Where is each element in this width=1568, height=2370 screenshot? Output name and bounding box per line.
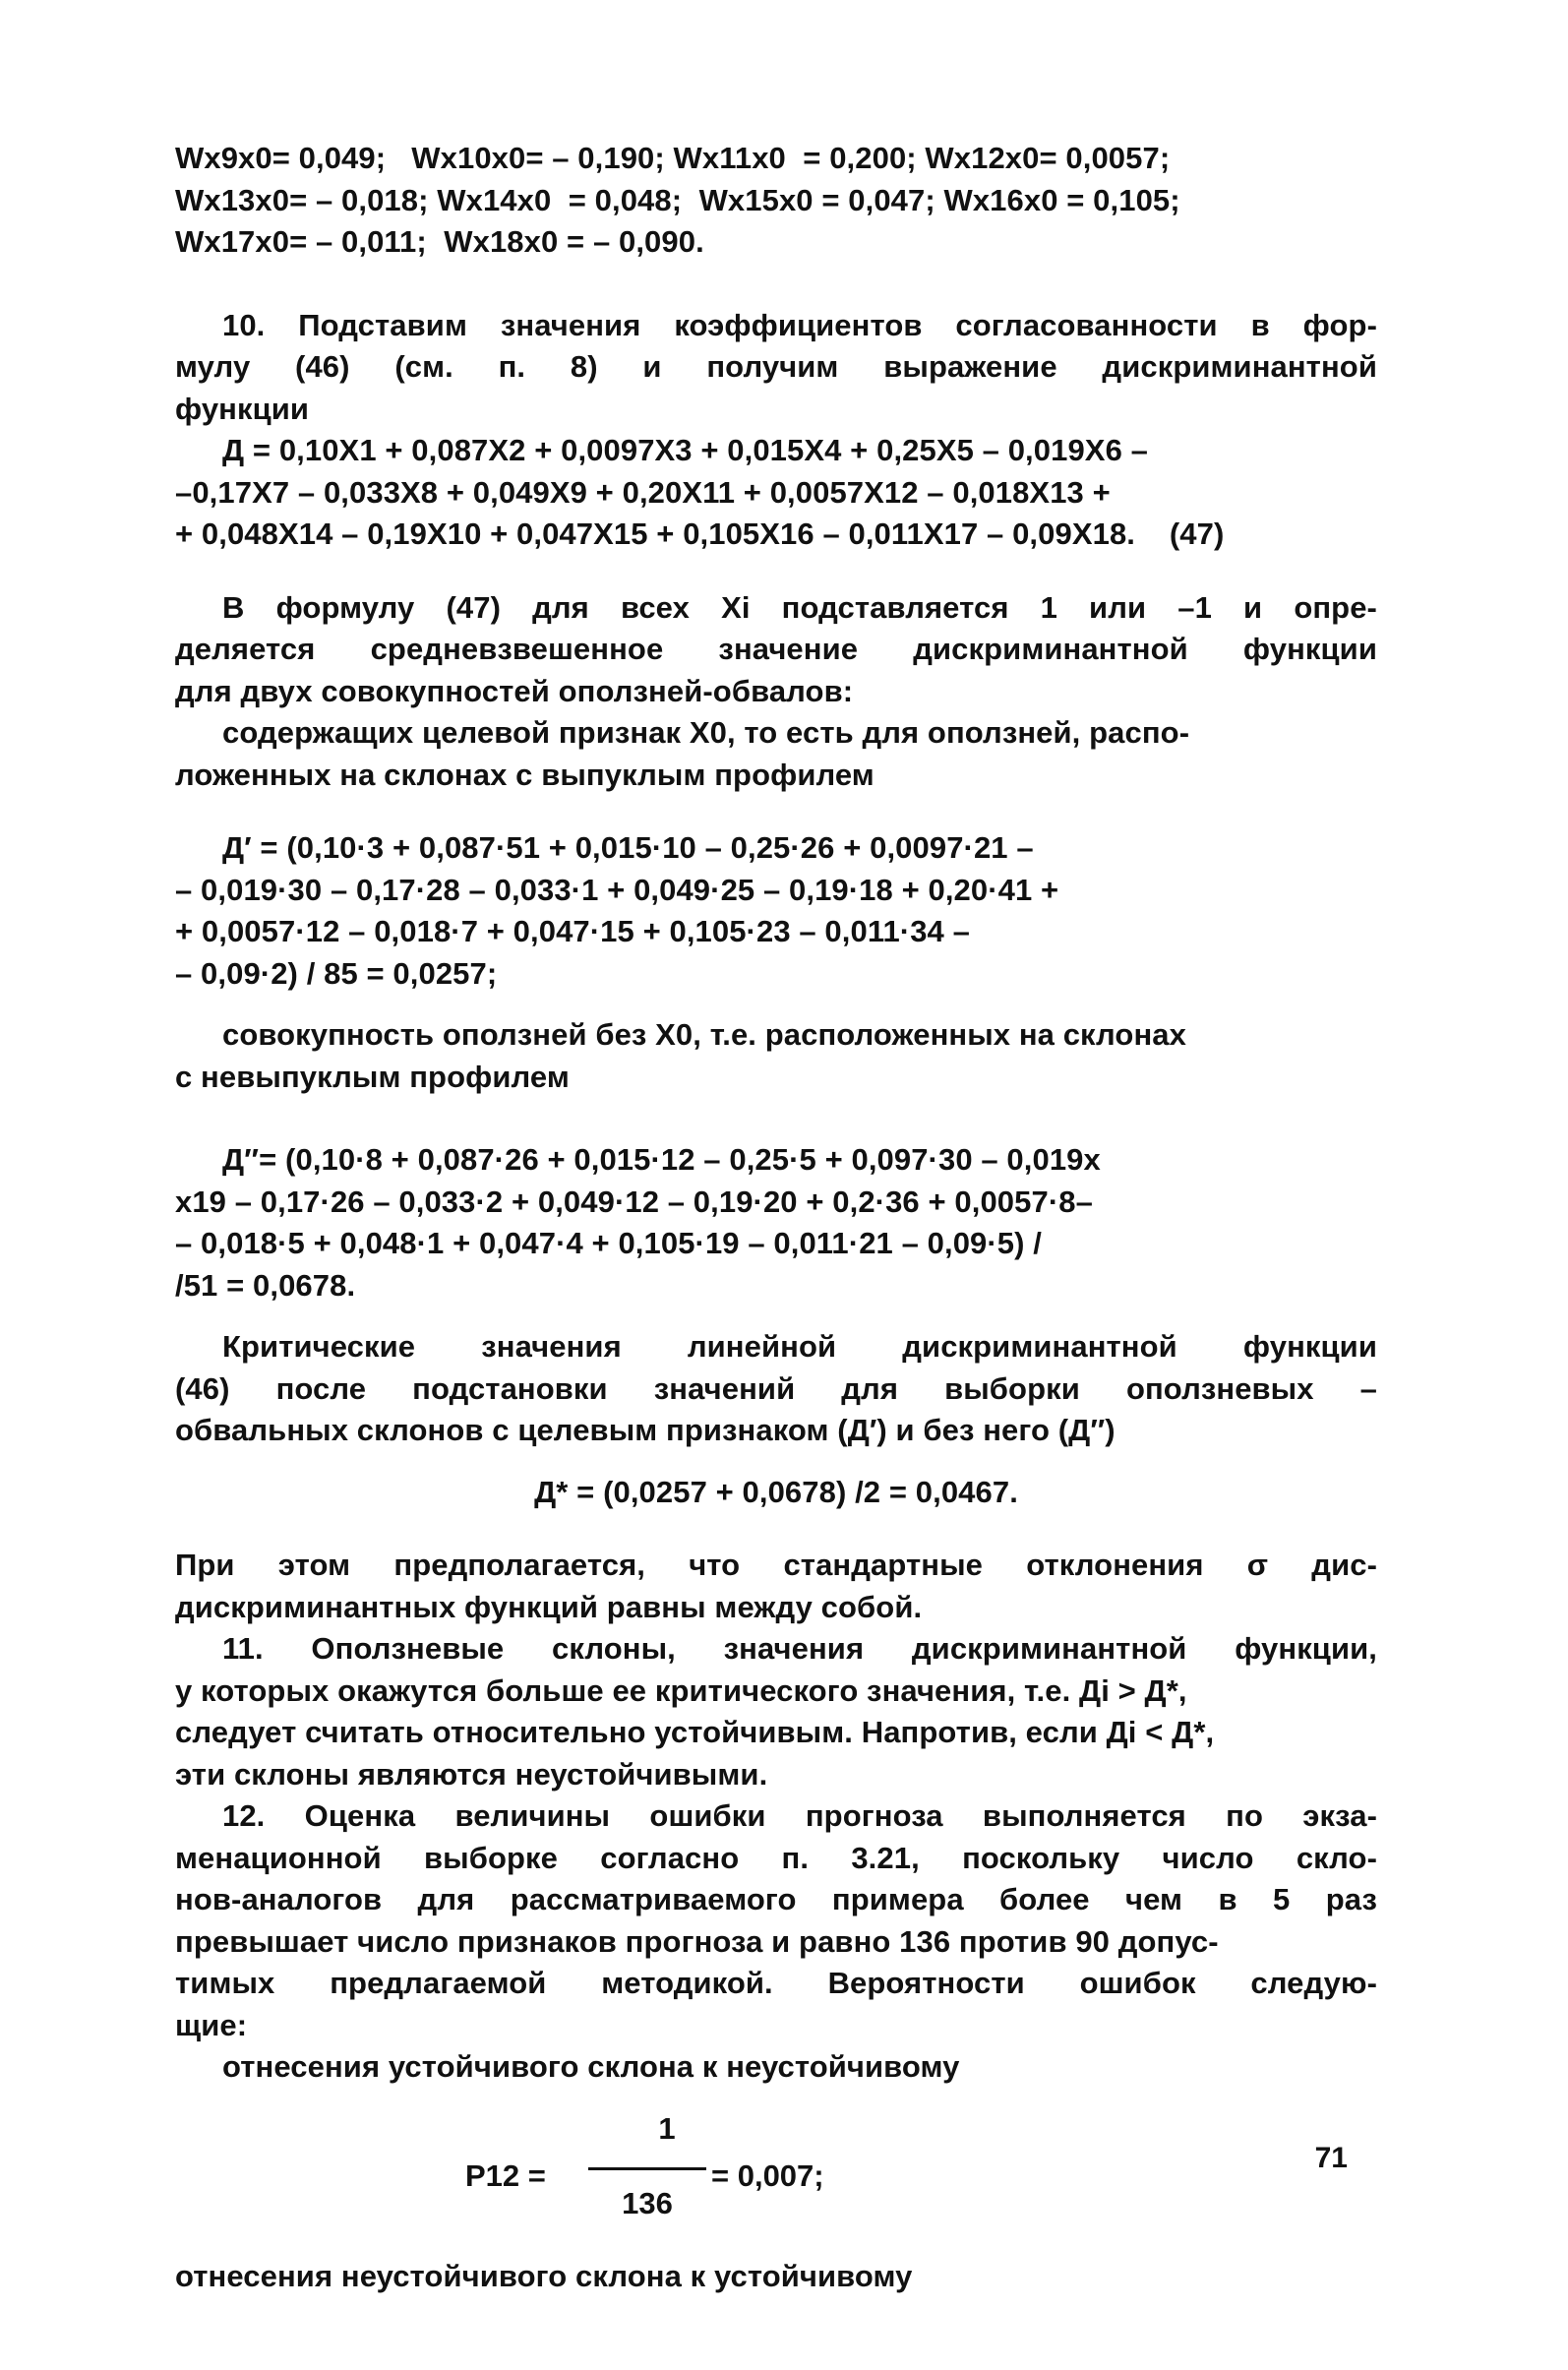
formula-rhs: = 0,007; <box>711 2157 824 2193</box>
text-line: функции <box>175 391 310 426</box>
formula-numerator: 1 <box>658 2110 676 2146</box>
text-line: мулу (46) (см. п. 8) и получим выражение дискриминантной <box>175 349 1377 384</box>
text-line: эти склоны являются неустойчивыми. <box>175 1756 768 1792</box>
equation-line: –0,17X7 – 0,033X8 + 0,049X9 + 0,20X11 + 0,0057X12 – 0,018X13 + <box>175 474 1111 510</box>
text-line: у которых окажутся больше ее критического значения, т.е. Дi > Д*, <box>175 1672 1187 1708</box>
text-line: деляется средневзвешенное значение дискриминантной функции <box>175 632 1377 666</box>
text-line: обвальных склонов с целевым признаком (Д′) и без него (Д″) <box>175 1413 1116 1447</box>
text-line: Wx17x0= – 0,011; Wx18x0 = – 0,090. <box>175 224 704 259</box>
text-line: Wx13x0= – 0,018; Wx14x0 = 0,048; Wx15x0 = 0,047; Wx16x0 = 0,105; <box>175 182 1180 217</box>
equation-line: Д = 0,10X1 + 0,087X2 + 0,0097X3 + 0,015X4 + 0,25X5 – 0,019X6 – <box>222 433 1148 467</box>
page-number: 71 <box>1314 2142 1348 2174</box>
text-line: В формулу (47) для всех Xi подставляется 1 или –1 и опре- <box>222 589 1377 625</box>
equation-line: Д″= (0,10·8 + 0,087·26 + 0,015·12 – 0,25·5 + 0,097·30 – 0,019x <box>222 1142 1101 1177</box>
equation-line: Д′ = (0,10·3 + 0,087·51 + 0,015·10 – 0,25·26 + 0,0097·21 – <box>222 830 1034 865</box>
text-line: Критические значения линейной дискриминантной функции <box>222 1329 1377 1364</box>
equation-line: /51 = 0,0678. <box>175 1267 356 1303</box>
text-line: Wx9x0= 0,049; Wx10x0= – 0,190; Wx11x0 = 0,200; Wx12x0= 0,0057; <box>175 141 1171 175</box>
text-line: отнесения неустойчивого склона к устойчивому <box>175 2258 913 2293</box>
equation-line: Д* = (0,0257 + 0,0678) /2 = 0,0467. <box>534 1474 1018 1509</box>
page-body <box>175 138 1377 2297</box>
text-line: для двух совокупностей оползней-обвалов: <box>175 673 854 708</box>
fraction-bar <box>588 2167 706 2170</box>
text-line: с невыпуклым профилем <box>175 1059 570 1094</box>
probability-formula <box>175 2108 1377 2256</box>
text-line: нов-аналогов для рассматриваемого примера более чем в 5 раз <box>175 1882 1377 1916</box>
text-line: ложенных на склонах с выпуклым профилем <box>175 757 874 792</box>
text-line: содержащих целевой признак X0, то есть для оползней, распо- <box>222 715 1190 750</box>
text-line: совокупность оползней без X0, т.е. расположенных на склонах <box>222 1017 1186 1052</box>
text-line: (46) после подстановки значений для выборки оползневых – <box>175 1370 1377 1406</box>
text-line: 11. Оползневые склоны, значения дискриминантной функции, <box>222 1631 1377 1666</box>
text-line: превышает число признаков прогноза и равно 136 против 90 допус- <box>175 1923 1219 1959</box>
formula-lhs: P12 = <box>465 2157 546 2193</box>
text-line: следует считать относительно устойчивым. Напротив, если Дi < Д*, <box>175 1715 1215 1749</box>
equation-line: – 0,019·30 – 0,17·28 – 0,033·1 + 0,049·25 – 0,19·18 + 0,20·41 + <box>175 872 1059 907</box>
text-line: отнесения устойчивого склона к неустойчивому <box>222 2049 960 2084</box>
equation-line: – 0,018·5 + 0,048·1 + 0,047·4 + 0,105·19 – 0,011·21 – 0,09·5) / <box>175 1226 1042 1260</box>
equation-line: + 0,0057·12 – 0,018·7 + 0,047·15 + 0,105·23 – 0,011·34 – <box>175 914 970 948</box>
text-line: щие: <box>175 2007 248 2042</box>
text-line: 12. Оценка величины ошибки прогноза выполняется по экза- <box>222 1798 1377 1833</box>
equation-line: + 0,048X14 – 0,19X10 + 0,047X15 + 0,105X16 – 0,011X17 – 0,09X18. (47) <box>175 517 1225 551</box>
text-line: тимых предлагаемой методикой. Вероятности ошибок следую- <box>175 1966 1377 2000</box>
text-line: При этом предполагается, что стандартные отклонения σ дис- <box>175 1548 1377 1582</box>
text-line: менационной выборке согласно п. 3.21, поскольку число скло- <box>175 1840 1377 1875</box>
equation-line: – 0,09·2) / 85 = 0,0257; <box>175 955 498 991</box>
equation-line: x19 – 0,17·26 – 0,033·2 + 0,049·12 – 0,19·20 + 0,2·36 + 0,0057·8– <box>175 1184 1093 1219</box>
text-line: 10. Подставим значения коэффициентов согласованности в фор- <box>222 307 1377 342</box>
text-line: дискриминантных функций равны между собой. <box>175 1589 923 1624</box>
formula-denominator: 136 <box>622 2185 673 2220</box>
